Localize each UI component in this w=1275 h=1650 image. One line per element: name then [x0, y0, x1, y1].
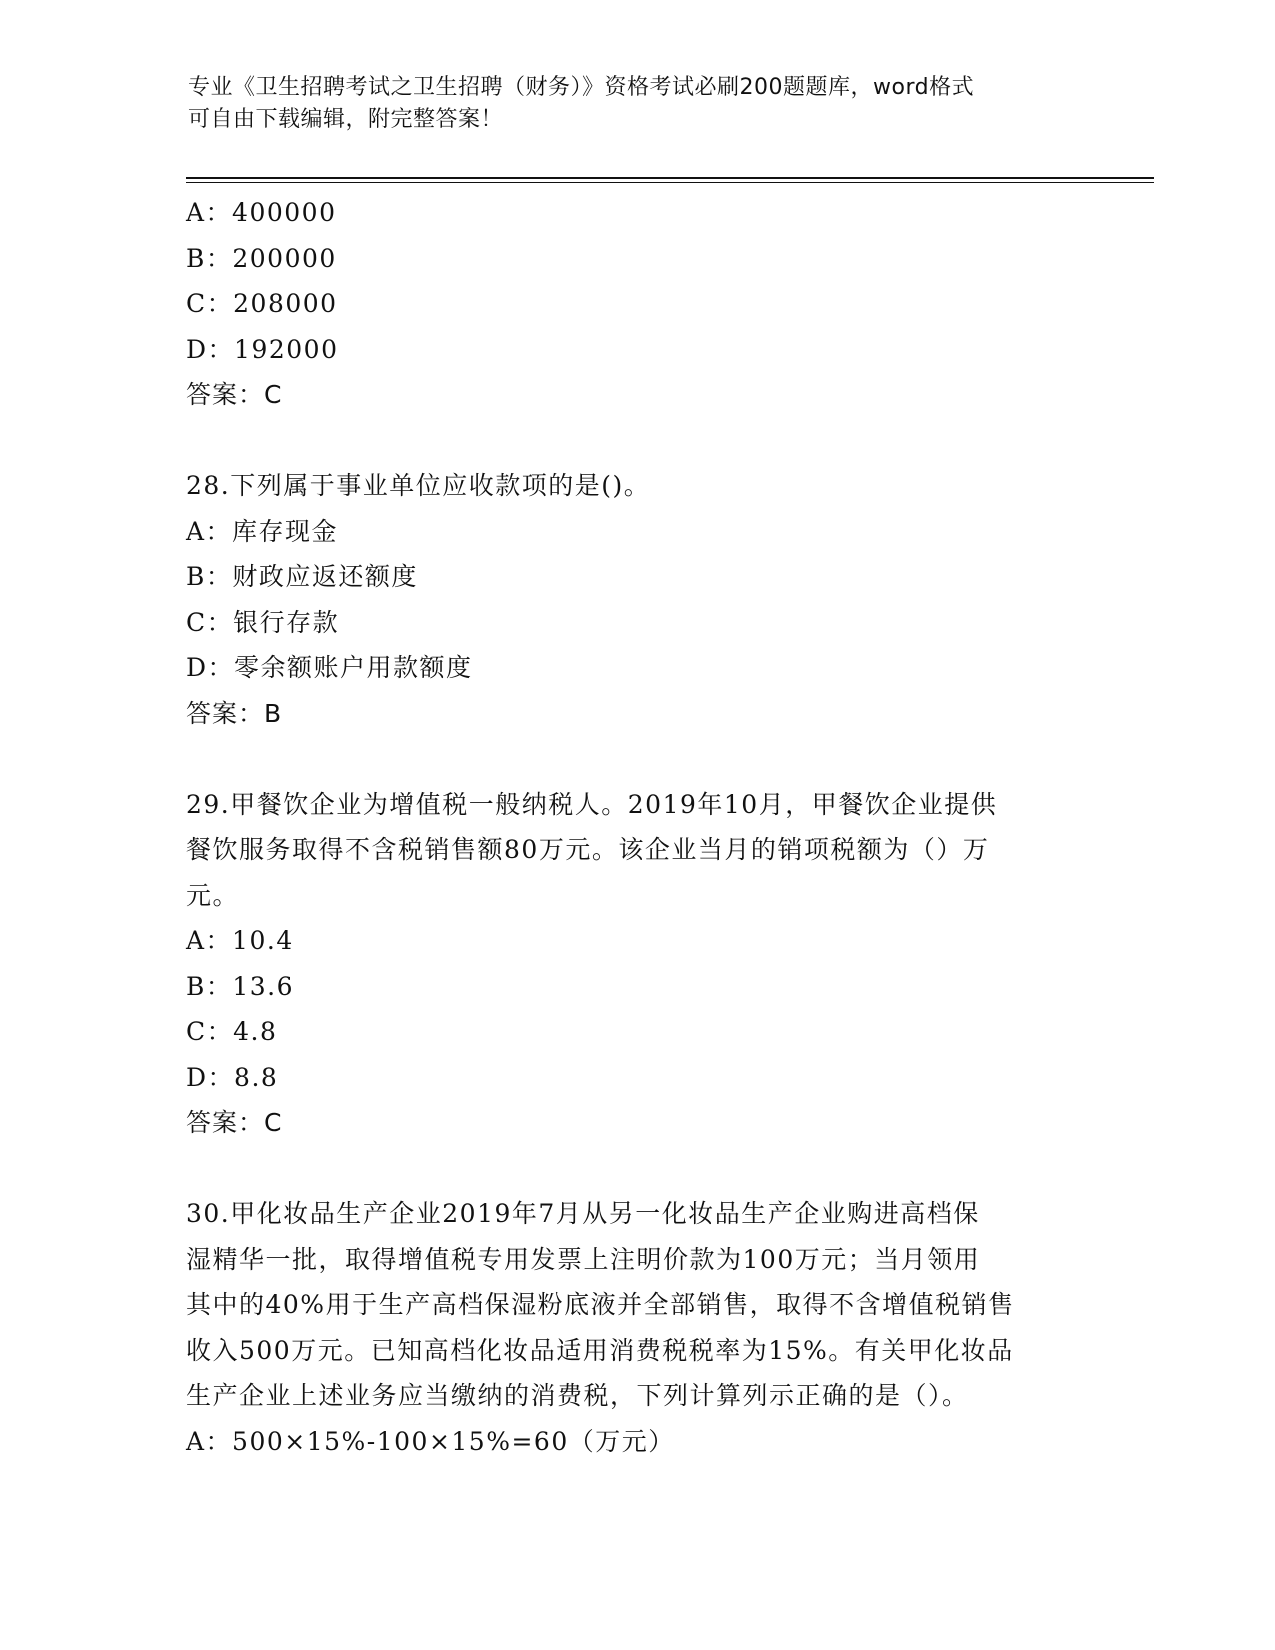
spacer	[186, 1146, 1086, 1192]
question-stem-line-3: 元。	[186, 880, 240, 910]
option-d: D：192000	[186, 334, 339, 364]
option-a: A：库存现金	[186, 516, 339, 546]
question-stem-line-1: 29.甲餐饮企业为增值税一般纳税人。2019年10月，甲餐饮企业提供	[186, 789, 998, 819]
option-b: B：13.6	[186, 971, 295, 1001]
option-a: A：500×15%-100×15%=60（万元）	[186, 1426, 675, 1456]
header-rule-thick	[186, 177, 1154, 179]
option-a: A：400000	[186, 198, 337, 227]
question-stem-line-5: 生产企业上述业务应当缴纳的消费税，下列计算列示正确的是（）。	[186, 1381, 969, 1410]
spacer	[186, 736, 1086, 782]
option-d: D：8.8	[186, 1062, 279, 1092]
header-line-2: 可自由下载编辑，附完整答案！	[188, 107, 504, 132]
answer-line: 答案：C	[186, 380, 283, 409]
question-stem-line-2: 餐饮服务取得不含税销售额80万元。该企业当月的销项税额为（）万	[186, 835, 990, 864]
question-list	[186, 190, 1086, 1464]
question-27	[186, 190, 1086, 418]
question-stem-line-3: 其中的40%用于生产高档保湿粉底液并全部销售，取得不含增值税销售	[186, 1290, 1015, 1319]
question-stem-line-1: 30.甲化妆品生产企业2019年7月从另一化妆品生产企业购进高档保	[186, 1199, 980, 1228]
question-stem-line-4: 收入500万元。已知高档化妆品适用消费税税率为15%。有关甲化妆品	[186, 1335, 1014, 1365]
question-29	[186, 782, 1086, 1146]
option-c: C：4.8	[186, 1017, 278, 1046]
option-b: B：财政应返还额度	[186, 562, 418, 591]
question-stem: 28.下列属于事业单位应收款项的是()。	[186, 471, 651, 500]
option-d: D：零余额账户用款额度	[186, 653, 473, 682]
option-b: B：200000	[186, 243, 337, 273]
option-c: C：银行存款	[186, 607, 340, 637]
question-30	[186, 1191, 1086, 1464]
answer-line: 答案：C	[186, 1108, 283, 1137]
document-header	[188, 72, 1068, 136]
option-a: A：10.4	[186, 926, 294, 955]
header-rule-thin	[186, 182, 1154, 183]
answer-line: 答案：B	[186, 698, 283, 728]
question-28	[186, 463, 1086, 736]
option-c: C：208000	[186, 289, 338, 318]
header-line-1: 专业《卫生招聘考试之卫生招聘（财务）》资格考试必刷200题题库，word格式	[188, 75, 975, 100]
spacer	[186, 418, 1086, 464]
question-stem-line-2: 湿精华一批，取得增值税专用发票上注明价款为100万元；当月领用	[186, 1244, 981, 1274]
